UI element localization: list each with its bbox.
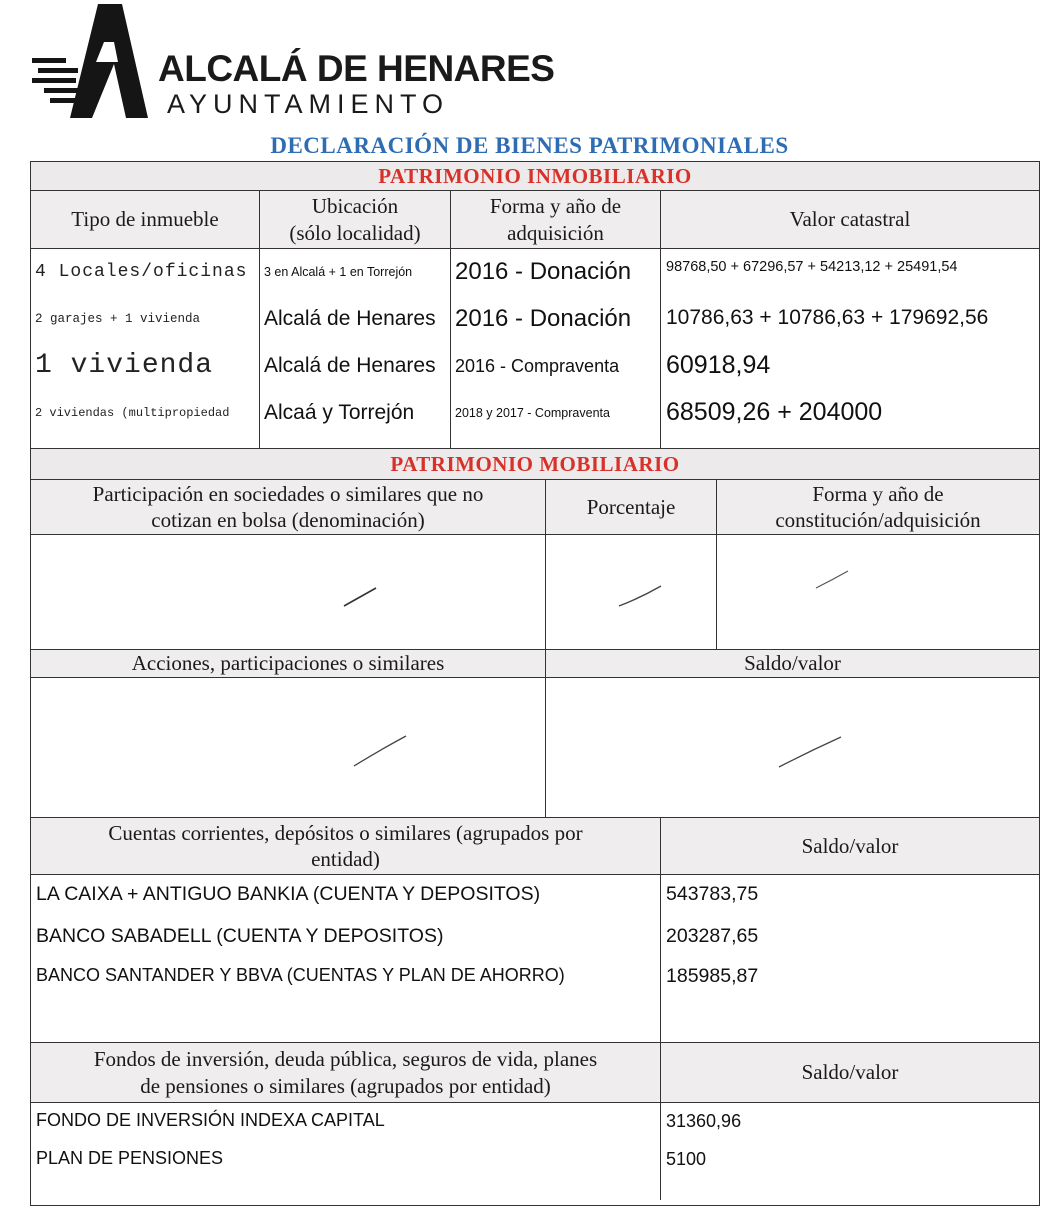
col-header-forma-l2: adquisición: [507, 220, 604, 245]
org-name: ALCALÁ DE HENARES: [158, 48, 555, 89]
inmueble-row-1-valor: 98768,50 + 67296,57 + 54213,12 + 25491,54: [666, 259, 958, 275]
inmueble-row-3-forma: 2016 - Compraventa: [455, 356, 620, 376]
cuentas-header-l1: Cuentas corrientes, depósitos o similares (agrupados por: [108, 820, 583, 845]
cuentas-saldo-header: Saldo/valor: [661, 818, 1039, 874]
empty-mark-acciones-saldo-icon: [775, 733, 845, 773]
inmueble-row-3-ubicacion: Alcalá de Henares: [264, 354, 436, 377]
ayuntamiento-logo: [30, 0, 555, 125]
cuenta-row-1-saldo: 543783,75: [666, 883, 759, 905]
inmueble-row-1-forma: 2016 - Donación: [455, 258, 632, 285]
acciones-header: Acciones, participaciones o similares: [31, 650, 545, 677]
inmueble-row-2-forma: 2016 - Donación: [455, 305, 632, 332]
inmueble-row-1-ubicacion: 3 en Alcalá + 1 en Torrejón: [264, 265, 413, 279]
porcentaje-header: Porcentaje: [546, 480, 716, 534]
empty-mark-constitucion-icon: [812, 568, 852, 593]
col-header-ubicacion-l1: Ubicación: [311, 194, 399, 219]
inmueble-row-3-tipo: 1 vivienda: [35, 350, 214, 381]
fondos-saldo-header: Saldo/valor: [661, 1043, 1039, 1102]
cuentas-header-l2: entidad): [311, 847, 380, 871]
inmueble-row-3-valor: 60918,94: [666, 351, 771, 379]
cuentas-header: [31, 818, 660, 874]
empty-mark-porcentaje-icon: [615, 582, 665, 612]
col-header-forma: [451, 191, 660, 248]
constitucion-header: [717, 480, 1039, 534]
sociedades-header-l1: Participación en sociedades o similares que no: [92, 481, 484, 506]
org-subtitle: AYUNTAMIENTO: [167, 89, 450, 119]
fondos-header-l1: Fondos de inversión, deuda pública, seguros de vida, planes: [93, 1047, 598, 1072]
fondo-row-2-entidad: PLAN DE PENSIONES: [36, 1148, 224, 1168]
inmueble-row-4-valor: 68509,26 + 204000: [666, 398, 883, 426]
cuenta-row-3-entidad: BANCO SANTANDER Y BBVA (CUENTAS Y PLAN DE AHORRO): [36, 965, 565, 985]
constitucion-header-l1: Forma y año de: [812, 481, 944, 506]
fondo-row-1-saldo: 31360,96: [666, 1111, 742, 1131]
fondos-header: [31, 1043, 660, 1102]
inmueble-row-4-forma: 2018 y 2017 - Compraventa: [455, 406, 610, 420]
cuenta-row-2-saldo: 203287,65: [666, 925, 759, 947]
col-header-forma-l1: Forma y año de: [489, 194, 622, 219]
sociedades-header: [31, 480, 545, 534]
col-header-valor: Valor catastral: [661, 191, 1039, 248]
alcala-a-logo-icon: [30, 0, 170, 125]
inmueble-row-1-tipo: 4 Locales/oficinas: [35, 262, 248, 282]
inmueble-row-4-tipo: 2 viviendas (multipropiedad: [35, 406, 230, 420]
fondos-header-l2: de pensiones o similares (agrupados por entidad): [140, 1073, 551, 1098]
fondo-row-2-saldo: 5100: [666, 1149, 707, 1169]
acciones-saldo-header: Saldo/valor: [546, 650, 1039, 677]
constitucion-header-l2: constitución/adquisición: [775, 508, 981, 532]
fondo-row-1-entidad: FONDO DE INVERSIÓN INDEXA CAPITAL: [36, 1110, 385, 1130]
col-header-ubicacion: [260, 191, 450, 248]
cuenta-row-2-entidad: BANCO SABADELL (CUENTA Y DEPOSITOS): [36, 925, 444, 947]
inmueble-row-2-tipo: 2 garajes + 1 vivienda: [35, 312, 201, 326]
inmueble-row-2-ubicacion: Alcalá de Henares: [264, 307, 436, 330]
empty-mark-sociedades-icon: [340, 585, 380, 610]
empty-mark-acciones-icon: [350, 732, 410, 772]
document-title: DECLARACIÓN DE BIENES PATRIMONIALES: [270, 133, 789, 158]
col-header-tipo: Tipo de inmueble: [31, 191, 259, 248]
cuenta-row-3-saldo: 185985,87: [666, 965, 759, 987]
section-inmobiliario-title: PATRIMONIO INMOBILIARIO: [31, 162, 1039, 190]
cuenta-row-1-entidad: LA CAIXA + ANTIGUO BANKIA (CUENTA Y DEPOSITOS): [36, 883, 541, 905]
col-header-ubicacion-l2: (sólo localidad): [289, 220, 421, 245]
section-mobiliario-title: PATRIMONIO MOBILIARIO: [31, 449, 1039, 479]
sociedades-header-l2: cotizan en bolsa (denominación): [151, 508, 425, 532]
inmueble-row-2-valor: 10786,63 + 10786,63 + 179692,56: [666, 306, 989, 329]
inmueble-row-4-ubicacion: Alcaá y Torrejón: [264, 401, 415, 424]
